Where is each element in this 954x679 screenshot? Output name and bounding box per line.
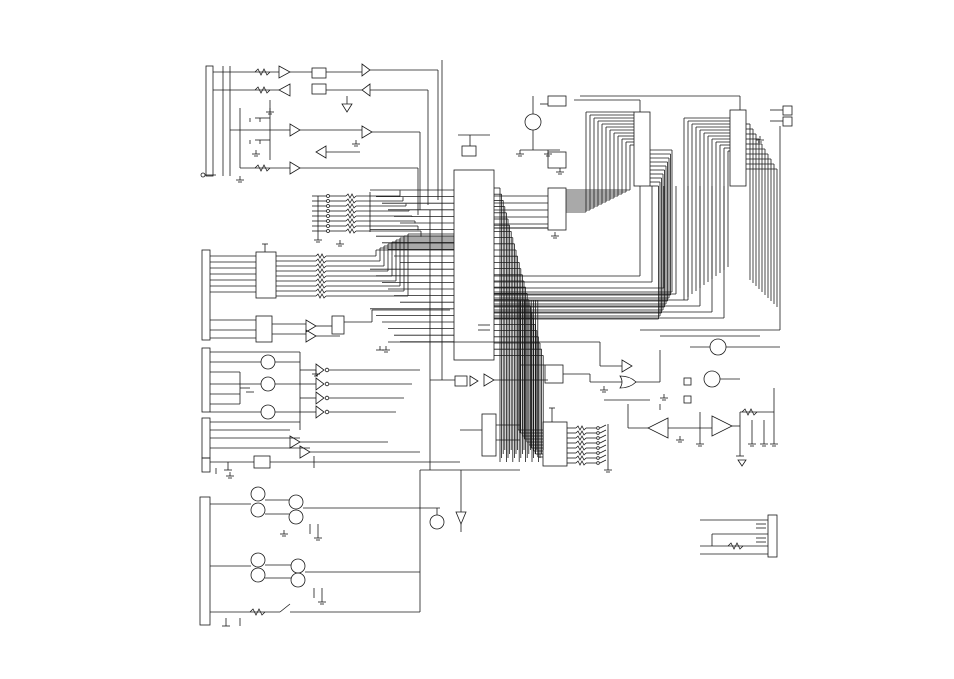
memory-ic <box>730 110 746 186</box>
pad-symbol <box>597 442 600 445</box>
top-right-ics <box>520 96 792 230</box>
buffer-symbol <box>470 376 478 386</box>
pad-symbol <box>327 215 330 218</box>
switch-symbol <box>600 445 606 448</box>
resistor-symbol <box>576 441 586 445</box>
buffer-symbol <box>484 374 494 386</box>
pad-symbol <box>327 205 330 208</box>
transistor-symbol <box>251 568 265 582</box>
transistor-symbol <box>525 114 541 130</box>
interconnect-wiring <box>388 60 780 470</box>
gate-symbol <box>620 376 636 388</box>
interface-ic-lines <box>210 256 316 296</box>
resistor-array-bottom <box>567 424 612 472</box>
op-amp-symbol <box>648 418 668 438</box>
buffer-symbol <box>362 84 370 96</box>
resistor-symbol <box>576 446 586 450</box>
op-amp-symbol <box>362 126 372 138</box>
transistor-symbol <box>261 355 275 369</box>
pad-symbol <box>327 230 330 233</box>
resistor-symbol <box>576 431 586 435</box>
resistor-symbol <box>316 289 326 293</box>
transistor-symbol <box>710 339 726 355</box>
pad-symbol <box>597 462 600 465</box>
resistor-symbol <box>316 264 326 268</box>
pad-symbol <box>327 195 330 198</box>
diode-symbol <box>738 460 746 466</box>
buffer-symbol <box>279 84 290 96</box>
pad-symbol <box>597 452 600 455</box>
buffer-symbol <box>316 392 324 404</box>
pad-symbol <box>597 427 600 430</box>
interface-ic-upper <box>256 244 276 298</box>
top-left-amplifier-block <box>201 64 438 215</box>
pad-symbol <box>597 437 600 440</box>
transistor-symbol <box>251 503 265 517</box>
audio-output-stage <box>210 470 440 626</box>
connector-top-left <box>206 66 230 176</box>
resistor-symbol <box>346 214 356 218</box>
switch-symbol <box>600 435 606 438</box>
transistor-symbol <box>261 377 275 391</box>
op-amp-symbol <box>712 416 732 436</box>
resistor-symbol <box>316 269 326 273</box>
resistor-symbol <box>576 451 586 455</box>
transistor-symbol <box>289 510 303 524</box>
op-amp-symbol <box>316 146 326 158</box>
transistor-symbol <box>291 559 305 573</box>
switch-symbol <box>600 440 606 443</box>
pad-symbol <box>327 225 330 228</box>
op-amp-symbol <box>290 162 300 174</box>
resistor-symbol <box>316 259 326 263</box>
resistor-symbol <box>316 254 326 258</box>
power-connector-block <box>700 515 777 557</box>
buffer-symbol <box>306 320 316 332</box>
resistor-symbol <box>576 461 586 465</box>
pad-symbol <box>327 200 330 203</box>
resistor-symbol <box>576 456 586 460</box>
pad-symbol <box>597 432 600 435</box>
center-logic-block <box>430 365 567 466</box>
connector-lower-left <box>202 348 210 472</box>
connector-icon <box>783 117 792 126</box>
buffer-symbol <box>316 406 324 418</box>
right-logic-and-opamps <box>590 339 780 466</box>
resistor-symbol <box>346 219 356 223</box>
resistor-symbol <box>346 229 356 233</box>
buffer-symbol <box>342 104 352 112</box>
switch-symbol <box>600 425 606 428</box>
resistor-symbol <box>346 194 356 198</box>
resistor-array-top <box>312 191 421 243</box>
resistor-symbol <box>346 204 356 208</box>
transistor-symbol <box>289 495 303 509</box>
switch-symbol <box>600 430 606 433</box>
connector-bottom-left <box>200 497 210 625</box>
speaker-and-antenna <box>430 470 466 532</box>
resistor-symbol <box>316 279 326 283</box>
resistor-symbol <box>316 274 326 278</box>
buffer-symbol <box>362 64 370 76</box>
transistor-symbol <box>251 487 265 501</box>
resistor-symbol <box>576 426 586 430</box>
transistor-symbol <box>704 371 720 387</box>
resistor-symbol <box>346 224 356 228</box>
pad-symbol <box>597 447 600 450</box>
lower-left-signal-block <box>210 422 460 474</box>
switch-symbol <box>600 450 606 453</box>
resistor-symbol <box>316 284 326 288</box>
pad-symbol <box>327 220 330 223</box>
resistor-symbol <box>576 436 586 440</box>
transistor-symbol <box>261 405 275 419</box>
gate-symbol <box>622 360 632 372</box>
resistor-symbol <box>346 199 356 203</box>
antenna-icon <box>456 512 466 524</box>
buffer-symbol <box>306 330 316 342</box>
main-microcontroller <box>454 135 494 360</box>
pad-symbol <box>327 210 330 213</box>
speaker-icon <box>430 515 444 529</box>
buffer-symbol <box>279 66 290 78</box>
switch-icon <box>684 396 691 403</box>
connector-mid-left <box>202 250 210 340</box>
transistor-symbol <box>291 573 305 587</box>
buffer-symbol <box>316 378 324 390</box>
switch-icon <box>684 378 691 385</box>
transistor-drivers <box>210 352 420 430</box>
interface-ic-lower <box>210 310 450 350</box>
switch-symbol <box>600 460 606 463</box>
op-amp-symbol <box>290 124 300 136</box>
switch-symbol <box>600 455 606 458</box>
pad-symbol <box>597 457 600 460</box>
mcu-right-bus <box>494 186 724 462</box>
memory-ic <box>634 112 650 186</box>
resistor-symbol <box>346 209 356 213</box>
transistor-symbol <box>251 553 265 567</box>
resistor-symbol <box>316 294 326 298</box>
connector-icon <box>783 106 792 115</box>
